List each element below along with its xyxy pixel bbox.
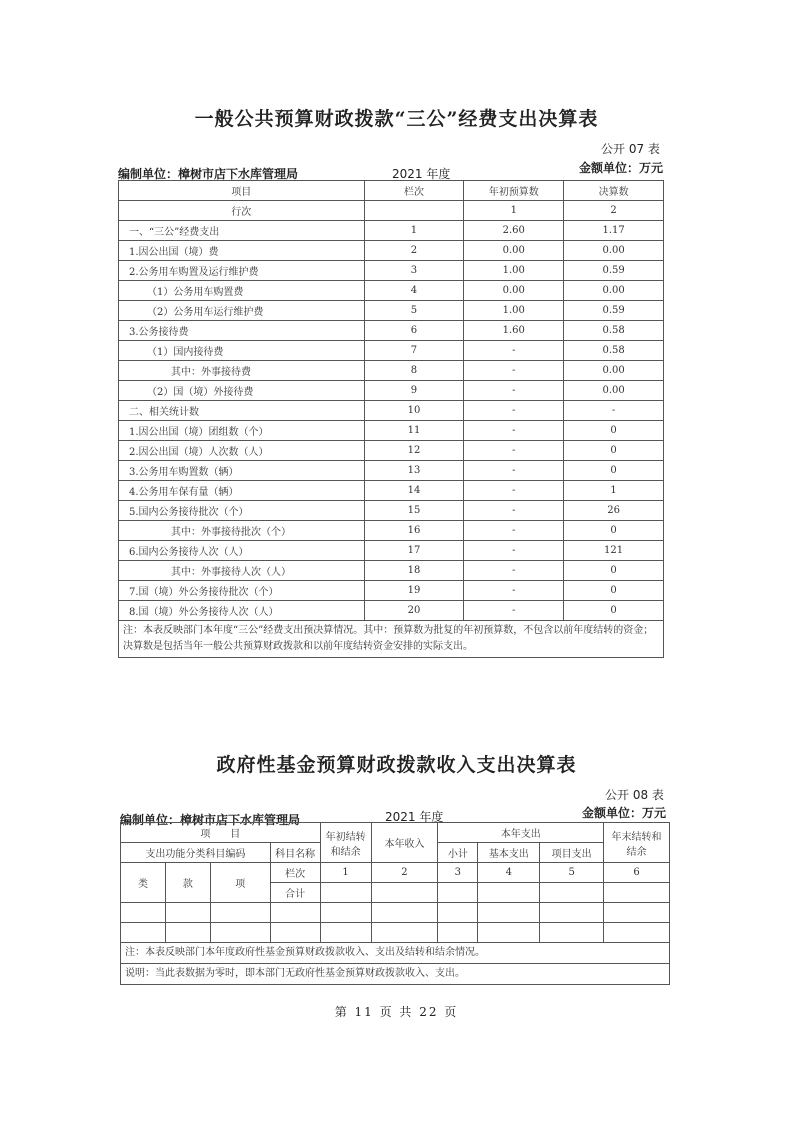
table1-subheader-row: [119, 201, 664, 221]
row-item: 其中：外事接待费: [119, 361, 365, 381]
table1-note-row: [119, 621, 664, 658]
row-final: 0.00: [564, 361, 664, 381]
row-item: 1.因公出国（境）团组数（个）: [119, 421, 365, 441]
row-lanci: 8: [364, 361, 464, 381]
row-budget: -: [464, 561, 564, 581]
col-5: 5: [540, 863, 604, 883]
table1-note: 注：本表反映部门本年度“三公”经费支出预决算情况。其中：预算数为批复的年初预算数，不包含以前年度结转的资金；决算数是包括当年一般公共预算财政拨款和以前年度结转资金安排的实际支出。: [119, 621, 664, 658]
table2-note2: 说明：当此表数据为零时，即本部门无政府性基金预算财政拨款收入、支出。: [121, 964, 670, 985]
row-item: 一、“三公”经费支出: [119, 221, 365, 241]
row-lanci: 18: [364, 561, 464, 581]
h-item: 项 目: [121, 823, 321, 843]
table-row: [119, 381, 664, 401]
h-sub: 小计: [438, 843, 478, 863]
table-row: [119, 221, 664, 241]
subheader-empty: [364, 201, 464, 221]
h-basic: 基本支出: [478, 843, 540, 863]
row-lanci: 10: [364, 401, 464, 421]
header-final: 决算数: [564, 181, 664, 201]
table2-code: 公开 08 表: [605, 788, 664, 802]
header-item: 项目: [119, 181, 365, 201]
row-budget: -: [464, 461, 564, 481]
row-final: 26: [564, 501, 664, 521]
table1-header-row: [119, 181, 664, 201]
table-row: [119, 401, 664, 421]
table-row: [119, 501, 664, 521]
table2-unit: 编制单位：樟树市店下水库管理局: [120, 813, 301, 827]
row-lanci: 19: [364, 581, 464, 601]
row-budget: -: [464, 541, 564, 561]
row-budget: -: [464, 381, 564, 401]
row-lanci: 7: [364, 341, 464, 361]
row-lanci: 20: [364, 601, 464, 621]
row-final: -: [564, 401, 664, 421]
row-final: 0: [564, 521, 664, 541]
row-final: 1.17: [564, 221, 664, 241]
row-final: 121: [564, 541, 664, 561]
h-begin: 年初结转和结余: [320, 823, 371, 863]
h-income: 本年收入: [371, 823, 438, 863]
row-item: （2）国（境）外接待费: [119, 381, 365, 401]
table2-empty-row: [121, 923, 670, 943]
table-row: [119, 441, 664, 461]
row-final: 0.59: [564, 301, 664, 321]
row-budget: -: [464, 481, 564, 501]
subheader-col2: 2: [564, 201, 664, 221]
row-final: 0: [564, 601, 664, 621]
row-budget: -: [464, 401, 564, 421]
table1-code: 公开 07 表: [601, 142, 660, 156]
row-item: 3.公务接待费: [119, 321, 365, 341]
row-item: 2.公务用车购置及运行维护费: [119, 261, 365, 281]
table1-unit: 编制单位：樟树市店下水库管理局: [118, 167, 299, 181]
table-row: [119, 561, 664, 581]
row-lanci: 2: [364, 241, 464, 261]
row-item: 5.国内公务接待批次（个）: [119, 501, 365, 521]
row-item: 7.国（境）外公务接待批次（个）: [119, 581, 365, 601]
row-item: 1.因公出国（境）费: [119, 241, 365, 261]
h-xiang: 项: [210, 863, 270, 903]
table2-year: 2021 年度: [385, 810, 444, 824]
row-budget: -: [464, 421, 564, 441]
row-budget: 0.00: [464, 241, 564, 261]
h-project: 项目支出: [540, 843, 604, 863]
row-final: 0.00: [564, 241, 664, 261]
row-lanci: 11: [364, 421, 464, 441]
table-row: [119, 541, 664, 561]
row-budget: -: [464, 501, 564, 521]
row-final: 0: [564, 461, 664, 481]
h-expend: 本年支出: [438, 823, 604, 843]
row-budget: -: [464, 441, 564, 461]
row-item: 8.国（境）外公务接待人次（人）: [119, 601, 365, 621]
header-lanci: 栏次: [364, 181, 464, 201]
row-lanci: 14: [364, 481, 464, 501]
row-budget: -: [464, 601, 564, 621]
subheader-col1: 1: [464, 201, 564, 221]
table-row: [119, 361, 664, 381]
table-row: [119, 601, 664, 621]
row-final: 0: [564, 441, 664, 461]
row-item: 其中：外事接待人次（人）: [119, 561, 365, 581]
row-budget: 1.00: [464, 261, 564, 281]
h-heji: 合计: [270, 883, 320, 903]
row-final: 0: [564, 581, 664, 601]
table2: [120, 822, 670, 985]
col-1: 1: [320, 863, 371, 883]
h-name: 科目名称: [270, 843, 320, 863]
row-lanci: 5: [364, 301, 464, 321]
table2-money-unit: 金额单位：万元: [582, 806, 667, 820]
table-row: [119, 241, 664, 261]
row-item: 4.公务用车保有量（辆）: [119, 481, 365, 501]
table1-year: 2021 年度: [392, 167, 451, 181]
row-item: （2）公务用车运行维护费: [119, 301, 365, 321]
row-budget: -: [464, 341, 564, 361]
row-lanci: 9: [364, 381, 464, 401]
table-row: [119, 421, 664, 441]
table-row: [119, 261, 664, 281]
row-lanci: 15: [364, 501, 464, 521]
row-item: 其中：外事接待批次（个）: [119, 521, 365, 541]
row-budget: 1.60: [464, 321, 564, 341]
col-6: 6: [604, 863, 670, 883]
page-footer: 第 11 页 共 22 页: [334, 1005, 459, 1019]
col-2: 2: [371, 863, 438, 883]
table1: [118, 180, 664, 658]
h-end: 年末结转和结余: [604, 823, 670, 863]
table-row: [119, 581, 664, 601]
row-lanci: 4: [364, 281, 464, 301]
row-budget: 0.00: [464, 281, 564, 301]
row-item: 3.公务用车购置数（辆）: [119, 461, 365, 481]
row-final: 0.58: [564, 321, 664, 341]
row-final: 0.00: [564, 381, 664, 401]
row-budget: 2.60: [464, 221, 564, 241]
row-item: （1）国内接待费: [119, 341, 365, 361]
row-final: 0.59: [564, 261, 664, 281]
row-lanci: 13: [364, 461, 464, 481]
table-row: [119, 461, 664, 481]
row-final: 1: [564, 481, 664, 501]
row-lanci: 3: [364, 261, 464, 281]
row-final: 0: [564, 561, 664, 581]
row-item: （1）公务用车购置费: [119, 281, 365, 301]
table1-money-unit: 金额单位：万元: [579, 161, 664, 175]
table-row: [119, 341, 664, 361]
row-lanci: 12: [364, 441, 464, 461]
row-budget: 1.00: [464, 301, 564, 321]
subheader-hangci: 行次: [119, 201, 365, 221]
table2-title: 政府性基金预算财政拨款收入支出决算表: [216, 754, 577, 776]
row-item: 6.国内公务接待人次（人）: [119, 541, 365, 561]
row-budget: -: [464, 581, 564, 601]
h-code: 支出功能分类科目编码: [121, 843, 271, 863]
row-item: 2.因公出国（境）人次数（人）: [119, 441, 365, 461]
table-row: [119, 281, 664, 301]
row-item: 二、相关统计数: [119, 401, 365, 421]
table-row: [119, 521, 664, 541]
h-kuan: 款: [165, 863, 210, 903]
row-lanci: 1: [364, 221, 464, 241]
row-final: 0: [564, 421, 664, 441]
row-budget: -: [464, 521, 564, 541]
table1-title: 一般公共预算财政拨款“三公”经费支出决算表: [194, 108, 599, 130]
h-lei: 类: [121, 863, 166, 903]
table2-note1: 注：本表反映部门本年度政府性基金预算财政拨款收入、支出及结转和结余情况。: [121, 943, 670, 964]
table-row: [119, 481, 664, 501]
row-lanci: 16: [364, 521, 464, 541]
row-final: 0.58: [564, 341, 664, 361]
row-lanci: 17: [364, 541, 464, 561]
row-lanci: 6: [364, 321, 464, 341]
table-row: [119, 301, 664, 321]
row-budget: -: [464, 361, 564, 381]
col-3: 3: [438, 863, 478, 883]
header-budget: 年初预算数: [464, 181, 564, 201]
table2-empty-row: [121, 903, 670, 923]
col-4: 4: [478, 863, 540, 883]
table-row: [119, 321, 664, 341]
row-final: 0.00: [564, 281, 664, 301]
h-lanci: 栏次: [270, 863, 320, 883]
